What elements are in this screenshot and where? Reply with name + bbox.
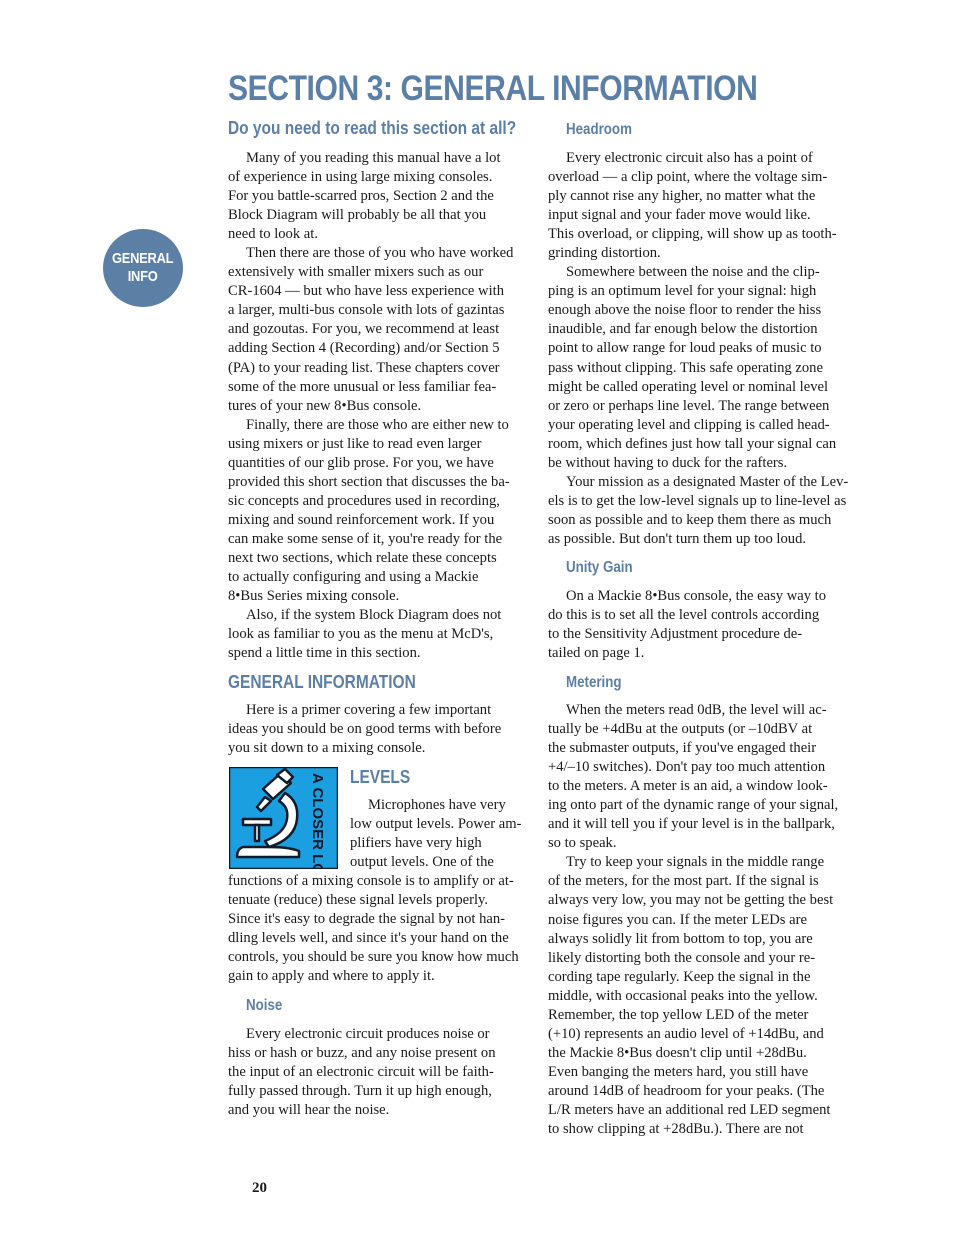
heading-metering: Metering bbox=[566, 674, 622, 691]
microscope-icon bbox=[229, 767, 338, 869]
text-line: Somewhere between the noise and the clip- bbox=[566, 264, 820, 281]
text-line: need to look at. bbox=[228, 226, 318, 243]
text-line: always very low, you may not be getting the best bbox=[548, 892, 834, 909]
text-line: to the Sensitivity Adjustment procedure de- bbox=[548, 626, 803, 643]
text-line: might be called operating level or nominal level bbox=[548, 378, 829, 395]
text-line: and gozoutas. For you, we recommend at least bbox=[228, 321, 500, 338]
text-line: Every electronic circuit also has a point of bbox=[566, 150, 813, 166]
text-line: output levels. One of the bbox=[350, 854, 494, 871]
text-line: tenuate (reduce) these signal levels properly. bbox=[228, 892, 489, 909]
text-line: input signal and your fader move would like. bbox=[548, 207, 811, 224]
text-line: can make some sense of it, you're ready for the bbox=[228, 530, 503, 547]
text-line: On a Mackie 8•Bus console, the easy way to bbox=[566, 588, 827, 604]
text-line: fully passed through. Turn it up high enough, bbox=[228, 1083, 492, 1100]
text-line: point to allow range for loud peaks of music to bbox=[548, 340, 822, 357]
text-line: grinding distortion. bbox=[548, 245, 661, 262]
text-line: L/R meters have an additional red LED segment bbox=[548, 1101, 831, 1118]
text-line: and you will hear the noise. bbox=[228, 1102, 390, 1119]
text-line: around 14dB of headroom for your peaks. (The bbox=[548, 1082, 825, 1099]
paragraph-general-information bbox=[228, 701, 501, 758]
text-line: Microphones have very bbox=[368, 797, 506, 813]
text-line: Remember, the top yellow LED of the meter bbox=[548, 1006, 809, 1023]
paragraph-headroom bbox=[548, 149, 848, 549]
text-line: enough above the noise floor to render the hiss bbox=[548, 302, 822, 319]
text-line: sic concepts and procedures used in recording, bbox=[228, 492, 500, 509]
paragraph-levels-intro bbox=[350, 796, 521, 872]
text-line: els is to get the low-level signals up to line-level as bbox=[548, 492, 847, 509]
text-line: Every electronic circuit produces noise or bbox=[246, 1026, 490, 1042]
text-line: be without having to duck for the rafters. bbox=[548, 454, 788, 471]
text-line: Block Diagram will probably be all that you bbox=[228, 207, 487, 224]
text-line: to the meters. A meter is an aid, a window look- bbox=[548, 778, 828, 795]
text-line: Many of you reading this manual have a lot bbox=[246, 150, 501, 166]
heading-general-information: GENERAL INFORMATION bbox=[228, 672, 416, 692]
text-line: plifiers have very high bbox=[350, 835, 482, 852]
text-line: Then there are those of you who have worked bbox=[246, 245, 514, 262]
text-line: using mixers or just like to read even larger bbox=[228, 435, 482, 452]
text-line: provided this short section that discusses the ba- bbox=[228, 473, 510, 490]
text-line: overload — a clip point, where the voltage sim- bbox=[548, 169, 828, 186]
page-number: 20 bbox=[252, 1180, 267, 1196]
text-line: quantities of our glib prose. For you, we have bbox=[228, 454, 494, 471]
heading-unity-gain: Unity Gain bbox=[566, 559, 633, 576]
page-title: SECTION 3: GENERAL INFORMATION bbox=[228, 69, 758, 108]
text-line: ideas you should be on good terms with before bbox=[228, 721, 502, 738]
text-line: look as familiar to you as the menu at McD's, bbox=[228, 626, 494, 643]
text-line: controls, you should be sure you know how much bbox=[228, 949, 519, 966]
text-line: noise figures you can. If the meter LEDs are bbox=[548, 911, 807, 928]
text-line: to show clipping at +28dBu.). There are not bbox=[548, 1121, 804, 1138]
text-line: Since it's easy to degrade the signal by not han- bbox=[228, 911, 506, 928]
text-line: inaudible, and far enough below the distortion bbox=[548, 321, 818, 338]
text-line: so to speak. bbox=[548, 835, 617, 852]
text-line: room, which defines just how tall your signal can bbox=[548, 435, 837, 452]
text-line: (PA) to your reading list. These chapters cover bbox=[228, 359, 500, 376]
heading-levels: LEVELS bbox=[350, 767, 411, 787]
text-line: to actually configuring and using a Mackie bbox=[228, 569, 479, 586]
text-line: of the meters, for the most part. If the signal is bbox=[548, 873, 819, 890]
text-line: Here is a primer covering a few important bbox=[246, 702, 492, 718]
text-line: 8•Bus Series mixing console. bbox=[228, 588, 400, 605]
paragraph-noise bbox=[228, 1025, 496, 1120]
text-line: next two sections, which relate these concepts bbox=[228, 549, 497, 566]
text-line: and it will tell you if your level is in the ballpark, bbox=[548, 816, 835, 833]
text-line: of experience in using large mixing consoles. bbox=[228, 169, 493, 186]
text-line: Your mission as a designated Master of the Lev- bbox=[566, 473, 849, 490]
paragraph-metering bbox=[548, 701, 838, 1139]
heading-headroom: Headroom bbox=[566, 121, 632, 138]
text-line: pass without clipping. This safe operating zone bbox=[548, 359, 823, 376]
text-line: tailed on page 1. bbox=[548, 645, 645, 662]
closer-look-badge bbox=[229, 767, 338, 869]
section-tab-line2: INFO bbox=[128, 268, 158, 285]
text-line: low output levels. Power am- bbox=[350, 816, 522, 833]
text-line: soon as possible and to keep them there as much bbox=[548, 511, 832, 528]
text-line: the Mackie 8•Bus doesn't clip until +28dBu. bbox=[548, 1044, 807, 1061]
text-line: functions of a mixing console is to amplify or at- bbox=[228, 873, 514, 889]
text-line: spend a little time in this section. bbox=[228, 645, 421, 662]
text-line: Even banging the meters hard, you still have bbox=[548, 1063, 809, 1080]
heading-read-section: Do you need to read this section at all? bbox=[228, 118, 517, 138]
text-line: always solidly lit from bottom to top, you are bbox=[548, 930, 813, 947]
text-line: tures of your new 8•Bus console. bbox=[228, 397, 422, 414]
text-line: likely distorting both the console and your re- bbox=[548, 949, 816, 966]
text-line: ply cannot rise any higher, no matter what the bbox=[548, 188, 816, 205]
text-line: gain to apply and where to apply it. bbox=[228, 968, 435, 985]
text-line: dling levels well, and since it's your hand on the bbox=[228, 930, 509, 947]
text-line: Also, if the system Block Diagram does not bbox=[246, 607, 502, 624]
text-line: hiss or hash or buzz, and any noise present on bbox=[228, 1045, 496, 1062]
section-tab-line1: GENERAL bbox=[112, 250, 174, 267]
paragraph-unity-gain bbox=[548, 587, 826, 663]
text-line: +4/–10 switches). Don't pay too much attention bbox=[548, 759, 826, 776]
text-line: or zero or perhaps line level. The range between bbox=[548, 397, 830, 414]
paragraph-read-section bbox=[228, 149, 513, 663]
text-line: ping is an optimum level for your signal: high bbox=[548, 283, 817, 300]
text-line: your operating level and clipping is called head- bbox=[548, 416, 830, 433]
text-line: the submaster outputs, if you've engaged their bbox=[548, 740, 817, 757]
text-line: some of the more unusual or less familiar fea- bbox=[228, 378, 497, 395]
text-line: CR-1604 — but who have less experience with bbox=[228, 283, 505, 300]
text-line: This overload, or clipping, will show up as tooth- bbox=[548, 226, 837, 243]
text-line: a larger, multi-bus console with lots of gazintas bbox=[228, 302, 505, 319]
text-line: cording tape regularly. Keep the signal in the bbox=[548, 968, 811, 985]
paragraph-levels-body bbox=[228, 872, 519, 986]
text-line: When the meters read 0dB, the level will ac- bbox=[566, 702, 827, 718]
heading-noise: Noise bbox=[246, 997, 283, 1014]
text-line: do this is to set all the level controls according bbox=[548, 607, 820, 624]
text-line: Try to keep your signals in the middle range bbox=[566, 854, 825, 871]
text-line: Finally, there are those who are either new to bbox=[246, 416, 509, 433]
closer-look-label: A CLOSER LOOK bbox=[309, 773, 326, 869]
text-line: ing onto part of the dynamic range of your signal, bbox=[548, 797, 839, 814]
text-line: tually be +4dBu at the outputs (or –10dBV at bbox=[548, 721, 813, 738]
text-line: the input of an electronic circuit will be faith- bbox=[228, 1064, 494, 1081]
text-line: extensively with smaller mixers such as our bbox=[228, 264, 484, 281]
text-line: adding Section 4 (Recording) and/or Section 5 bbox=[228, 340, 500, 357]
text-line: For you battle-scarred pros, Section 2 and the bbox=[228, 188, 494, 205]
text-line: as possible. But don't turn them up too loud. bbox=[548, 530, 807, 547]
text-line: mixing and sound reinforcement work. If you bbox=[228, 511, 495, 528]
section-tab-badge bbox=[103, 229, 183, 307]
text-line: middle, with occasional peaks into the yellow. bbox=[548, 987, 818, 1004]
text-line: (+10) represents an audio level of +14dBu, and bbox=[548, 1025, 824, 1042]
text-line: you sit down to a mixing console. bbox=[228, 740, 426, 757]
